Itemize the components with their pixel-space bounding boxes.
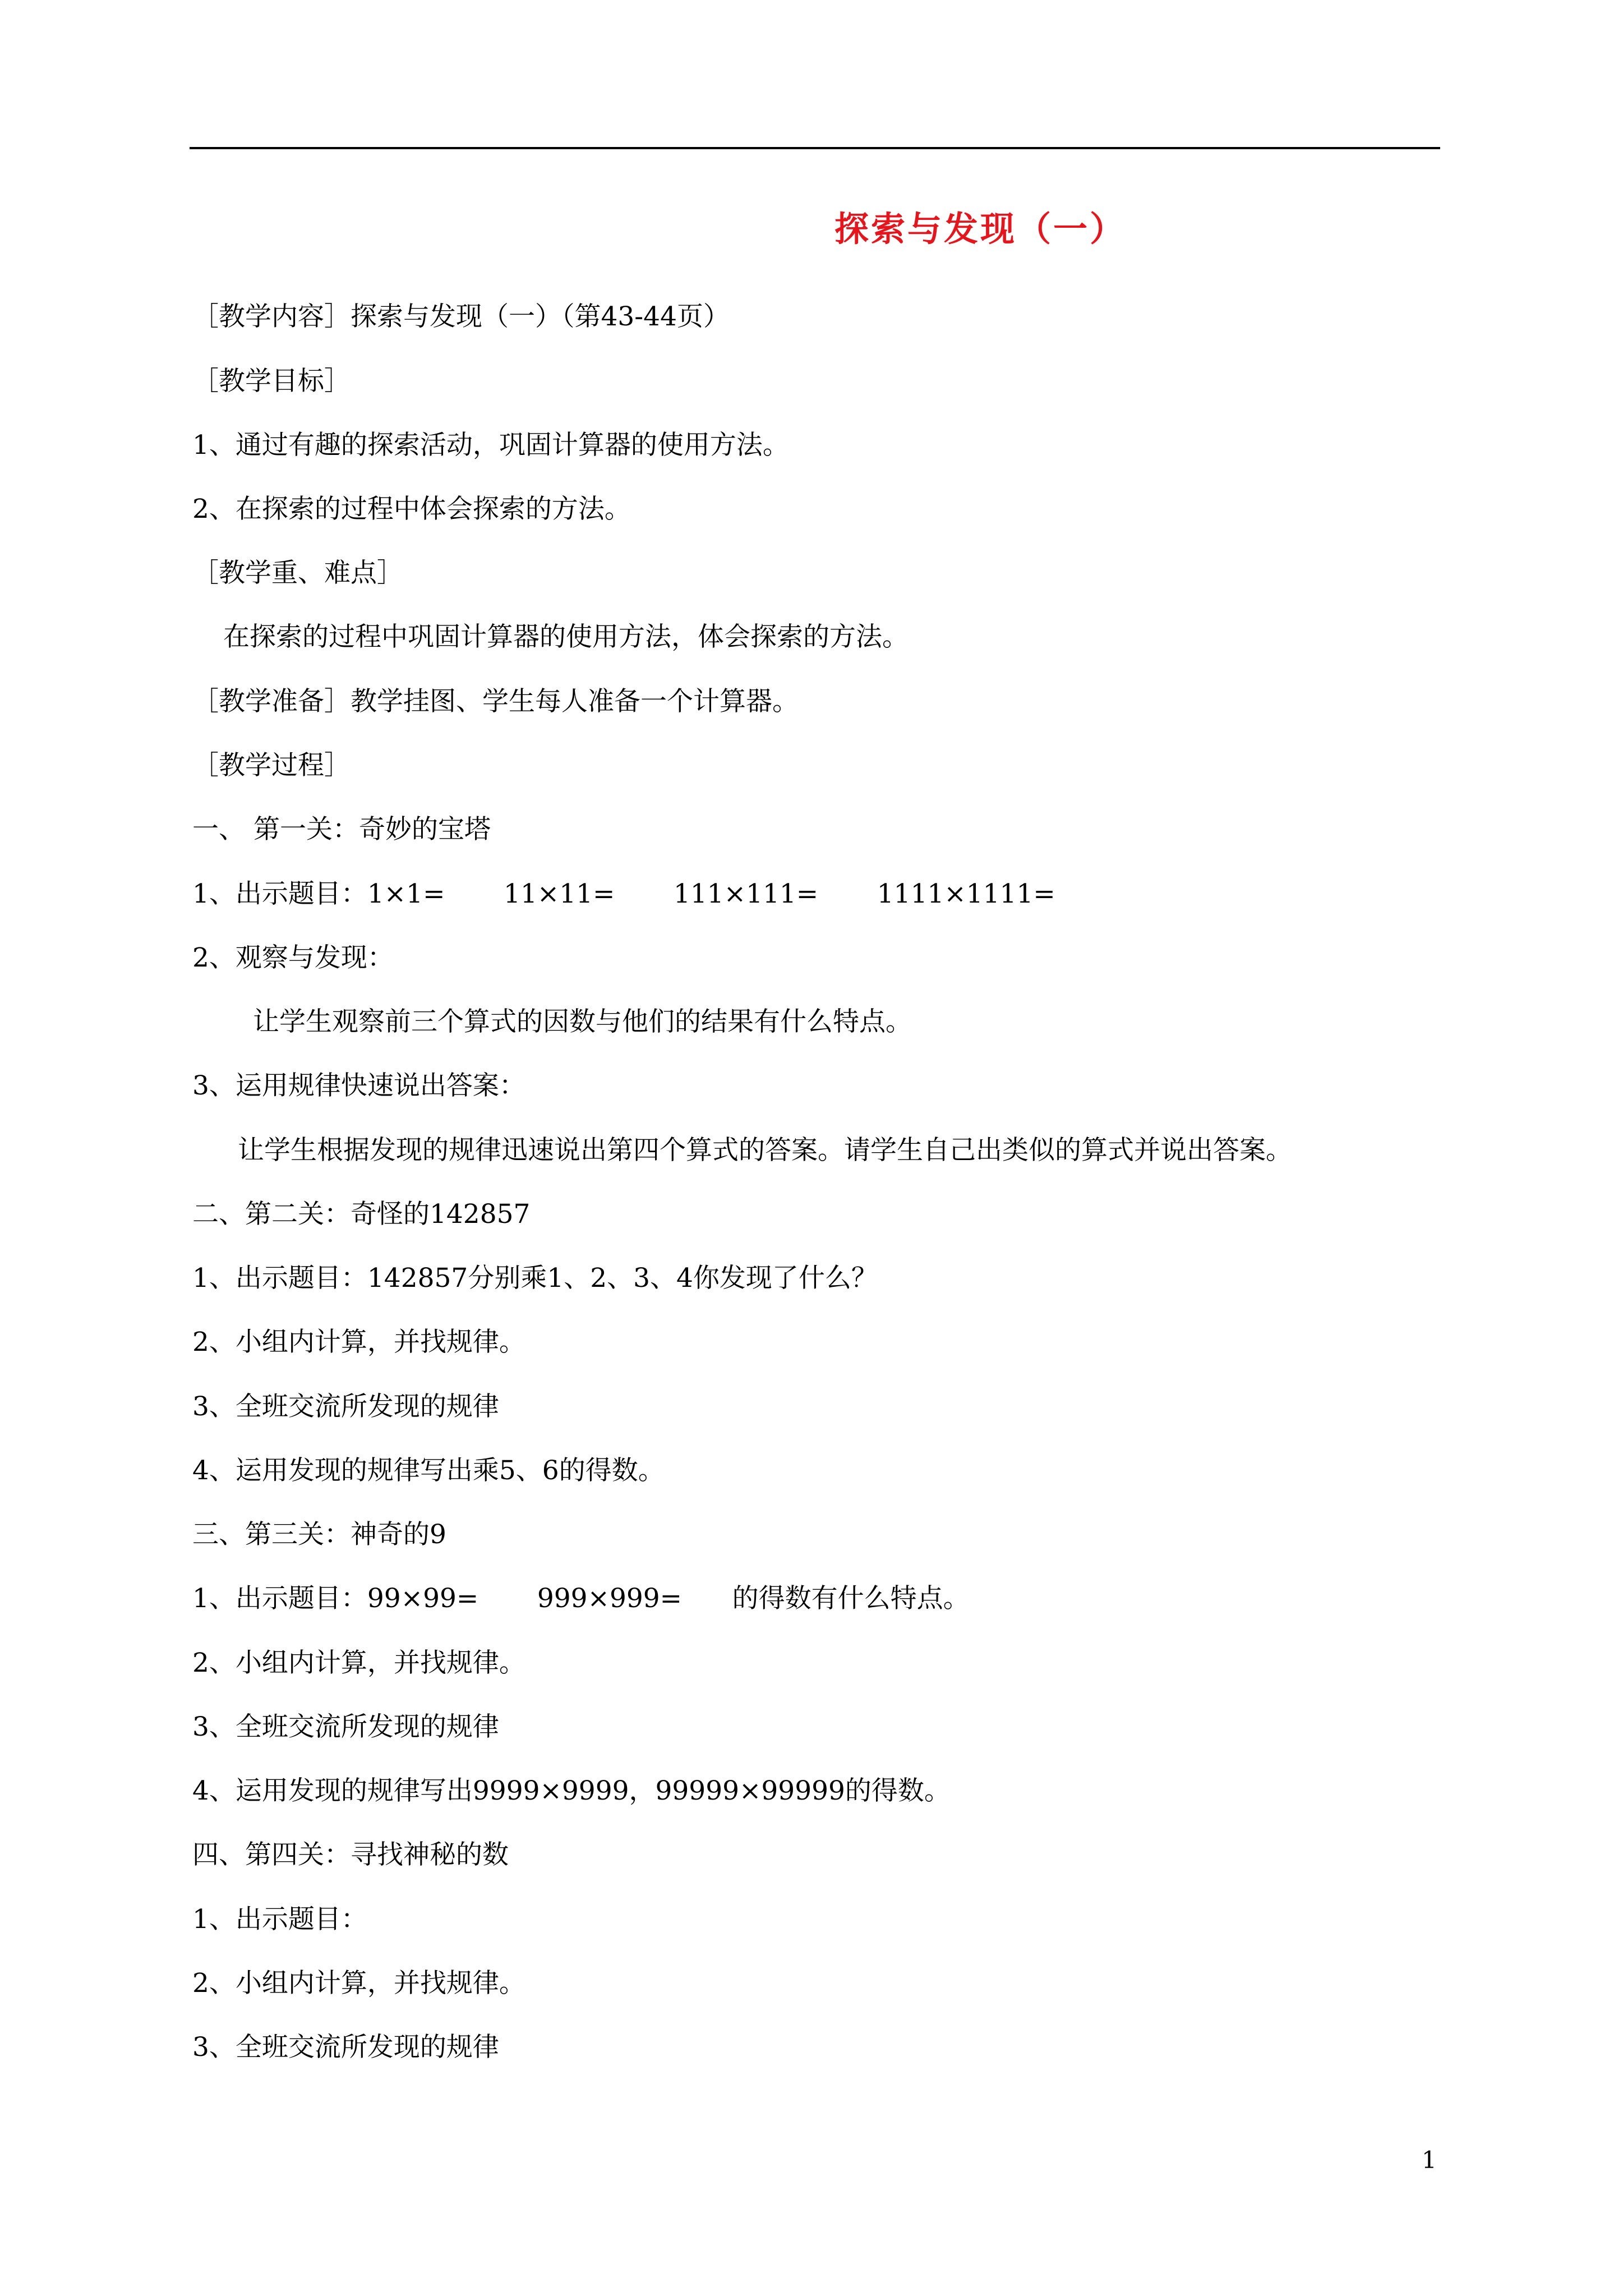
header-rule bbox=[190, 147, 1440, 149]
text-line: 1、通过有趣的探索活动，巩固计算器的使用方法。 bbox=[192, 430, 789, 461]
document-title: 探索与发现（一） bbox=[834, 209, 1127, 249]
text-line: 三、第三关：神奇的9 bbox=[192, 1519, 446, 1550]
text-line: 二、第二关：奇怪的142857 bbox=[192, 1199, 531, 1230]
text-line: ［教学目标］ bbox=[192, 366, 351, 397]
text-line: 2、小组内计算，并找规律。 bbox=[192, 1968, 525, 1999]
text-line: ［教学重、难点］ bbox=[192, 558, 403, 588]
text-line: ［教学准备］教学挂图、学生每人准备一个计算器。 bbox=[192, 686, 799, 717]
text-line: 2、观察与发现： bbox=[192, 942, 394, 973]
text-line: 4、运用发现的规律写出9999×9999，99999×99999的得数。 bbox=[192, 1775, 951, 1806]
text-line: 一、 第一关：奇妙的宝塔 bbox=[192, 814, 491, 845]
text-line: 3、全班交流所发现的规律 bbox=[192, 2032, 499, 2063]
text-line: 4、运用发现的规律写出乘5、6的得数。 bbox=[192, 1455, 665, 1486]
text-line: 让学生观察前三个算式的因数与他们的结果有什么特点。 bbox=[253, 1006, 912, 1037]
text-line: 1、出示题目：99×99= 999×999= 的得数有什么特点。 bbox=[192, 1583, 970, 1614]
text-line: 1、出示题目：142857分别乘1、2、3、4你发现了什么？ bbox=[192, 1263, 878, 1294]
text-line: 四、第四关：寻找神秘的数 bbox=[192, 1839, 509, 1870]
text-line: 1、出示题目：1×1= 11×11= 111×111= 1111×1111= bbox=[192, 878, 1055, 909]
text-line: 2、在探索的过程中体会探索的方法。 bbox=[192, 494, 631, 524]
text-line: 2、小组内计算，并找规律。 bbox=[192, 1327, 525, 1358]
text-line: 3、全班交流所发现的规律 bbox=[192, 1711, 499, 1742]
text-line: 2、小组内计算，并找规律。 bbox=[192, 1648, 525, 1678]
text-line: 3、全班交流所发现的规律 bbox=[192, 1391, 499, 1422]
text-line: 让学生根据发现的规律迅速说出第四个算式的答案。请学生自己出类似的算式并说出答案。 bbox=[238, 1135, 1292, 1166]
text-line: 3、运用规律快速说出答案： bbox=[192, 1070, 525, 1101]
text-line: ［教学内容］探索与发现（一）（第43-44页） bbox=[192, 301, 730, 332]
page-number: 1 bbox=[1422, 2146, 1437, 2174]
text-line: 1、出示题目： bbox=[192, 1904, 367, 1935]
text-line: ［教学过程］ bbox=[192, 750, 351, 781]
text-line: 在探索的过程中巩固计算器的使用方法，体会探索的方法。 bbox=[223, 622, 909, 652]
